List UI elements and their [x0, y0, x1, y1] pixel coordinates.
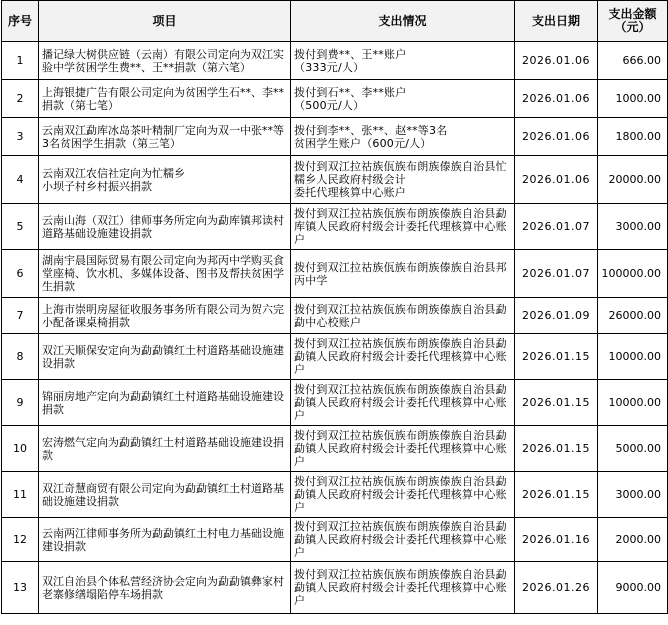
cell-project: 云南双江农信社定向为忙糯乡 小坝子村乡村振兴捐款 — [39, 156, 291, 204]
cell-project: 双江自治县个体私营经济协会定向为勐勐镇彝家村老寨修缮塌陷停车场捐款 — [39, 562, 291, 614]
table-row — [2, 334, 668, 380]
cell-amount: 1000.00 — [598, 80, 668, 118]
header-date: 支出日期 — [515, 1, 598, 42]
table-row — [2, 204, 668, 250]
cell-detail: 拨付到双江拉祜族佤族布朗族傣族自治县勐勐镇人民政府村级会计委托代理核算中心账户 — [291, 334, 515, 380]
cell-detail: 拨付到双江拉祜族佤族布朗族傣族自治县邦丙中学 — [291, 250, 515, 298]
cell-project: 上海市崇明房屋征收服务事务所有限公司为贺六完小配备课桌椅捐款 — [39, 298, 291, 334]
cell-index: 12 — [2, 518, 39, 562]
cell-amount: 1800.00 — [598, 118, 668, 156]
cell-date: 2026.01.06 — [515, 80, 598, 118]
cell-detail: 拨付到双江拉祜族佤族布朗族傣族自治县勐勐镇人民政府村级会计委托代理核算中心账户 — [291, 380, 515, 426]
table-row — [2, 298, 668, 334]
table-row — [2, 42, 668, 80]
cell-detail: 拨付到双江拉祜族佤族布朗族傣族自治县忙糯乡人民政府村级会计 委托代理核算中心账户 — [291, 156, 515, 204]
table-row — [2, 118, 668, 156]
cell-date: 2026.01.15 — [515, 380, 598, 426]
cell-project: 湖南宇晨国际贸易有限公司定向为邦丙中学购买食堂座椅、饮水机、多媒体设备、图书及帮扶贫困学生捐款 — [39, 250, 291, 298]
cell-detail: 拨付到双江拉祜族佤族布朗族傣族自治县勐库镇人民政府村级会计委托代理核算中心账户 — [291, 204, 515, 250]
cell-index: 6 — [2, 250, 39, 298]
header-project: 项目 — [39, 1, 291, 42]
expenditure-table — [1, 0, 668, 614]
cell-detail: 拨付到双江拉祜族佤族布朗族傣族自治县勐勐镇人民政府村级会计委托代理核算中心账户 — [291, 562, 515, 614]
table-row — [2, 80, 668, 118]
table-row — [2, 472, 668, 518]
cell-index: 7 — [2, 298, 39, 334]
cell-date: 2026.01.15 — [515, 334, 598, 380]
cell-project: 双江奇慧商贸有限公司定向为勐勐镇红土村道路基础设施建设捐款 — [39, 472, 291, 518]
cell-date: 2026.01.26 — [515, 562, 598, 614]
table-row — [2, 380, 668, 426]
cell-index: 5 — [2, 204, 39, 250]
cell-detail: 拨付到费**、王**账户 （333元/人） — [291, 42, 515, 80]
cell-detail: 拨付到双江拉祜族佤族布朗族傣族自治县勐勐镇人民政府村级会计委托代理核算中心账户 — [291, 518, 515, 562]
cell-amount: 26000.00 — [598, 298, 668, 334]
cell-project: 云南山海（双江）律师事务所定向为勐库镇邦读村道路基础设施建设捐款 — [39, 204, 291, 250]
header-detail: 支出情况 — [291, 1, 515, 42]
cell-index: 3 — [2, 118, 39, 156]
cell-amount: 5000.00 — [598, 426, 668, 472]
header-amount: 支出金额 （元） — [598, 1, 668, 42]
cell-index: 13 — [2, 562, 39, 614]
cell-amount: 100000.00 — [598, 250, 668, 298]
cell-amount: 2000.00 — [598, 518, 668, 562]
cell-amount: 3000.00 — [598, 204, 668, 250]
cell-index: 9 — [2, 380, 39, 426]
cell-detail: 拨付到双江拉祜族佤族布朗族傣族自治县勐勐镇人民政府村级会计委托代理核算中心账户 — [291, 472, 515, 518]
cell-date: 2026.01.07 — [515, 250, 598, 298]
cell-date: 2026.01.16 — [515, 518, 598, 562]
cell-date: 2026.01.06 — [515, 118, 598, 156]
cell-amount: 666.00 — [598, 42, 668, 80]
cell-amount: 10000.00 — [598, 334, 668, 380]
cell-index: 11 — [2, 472, 39, 518]
cell-amount: 20000.00 — [598, 156, 668, 204]
cell-project: 播记绿大树供应链（云南）有限公司定向为双江实验中学贫困学生费**、王**捐款（第六笔） — [39, 42, 291, 80]
table-row — [2, 562, 668, 614]
cell-project: 上海银捷广告有限公司定向为贫困学生石**、李**捐款（第七笔） — [39, 80, 291, 118]
cell-detail: 拨付到双江拉祜族佤族布朗族傣族自治县勐勐中心校账户 — [291, 298, 515, 334]
cell-date: 2026.01.15 — [515, 472, 598, 518]
cell-amount: 9000.00 — [598, 562, 668, 614]
cell-project: 宏涛燃气定向为勐勐镇红土村道路基础设施建设捐款 — [39, 426, 291, 472]
cell-amount: 3000.00 — [598, 472, 668, 518]
cell-detail: 拨付到石**、李**账户 （500元/人） — [291, 80, 515, 118]
cell-project: 云南双江勐库冰岛茶叶精制厂定向为双一中张**等3名贫困学生捐款（第三笔） — [39, 118, 291, 156]
table-row — [2, 156, 668, 204]
cell-date: 2026.01.06 — [515, 156, 598, 204]
header-index: 序号 — [2, 1, 39, 42]
cell-detail: 拨付到李**、张**、赵**等3名 贫困学生账户（600元/人） — [291, 118, 515, 156]
table-row — [2, 426, 668, 472]
cell-index: 4 — [2, 156, 39, 204]
cell-index: 10 — [2, 426, 39, 472]
table-row — [2, 518, 668, 562]
table-row — [2, 250, 668, 298]
cell-project: 锦丽房地产定向为勐勐镇红土村道路基础设施建设捐款 — [39, 380, 291, 426]
cell-date: 2026.01.09 — [515, 298, 598, 334]
cell-date: 2026.01.15 — [515, 426, 598, 472]
cell-date: 2026.01.07 — [515, 204, 598, 250]
cell-index: 1 — [2, 42, 39, 80]
cell-index: 8 — [2, 334, 39, 380]
table-header-row — [2, 1, 668, 42]
cell-amount: 10000.00 — [598, 380, 668, 426]
cell-project: 云南两江律师事务所为勐勐镇红土村电力基础设施建设捐款 — [39, 518, 291, 562]
cell-project: 双江天顺保安定向为勐勐镇红土村道路基础设施建设捐款 — [39, 334, 291, 380]
cell-date: 2026.01.06 — [515, 42, 598, 80]
cell-index: 2 — [2, 80, 39, 118]
cell-detail: 拨付到双江拉祜族佤族布朗族傣族自治县勐勐镇人民政府村级会计委托代理核算中心账户 — [291, 426, 515, 472]
